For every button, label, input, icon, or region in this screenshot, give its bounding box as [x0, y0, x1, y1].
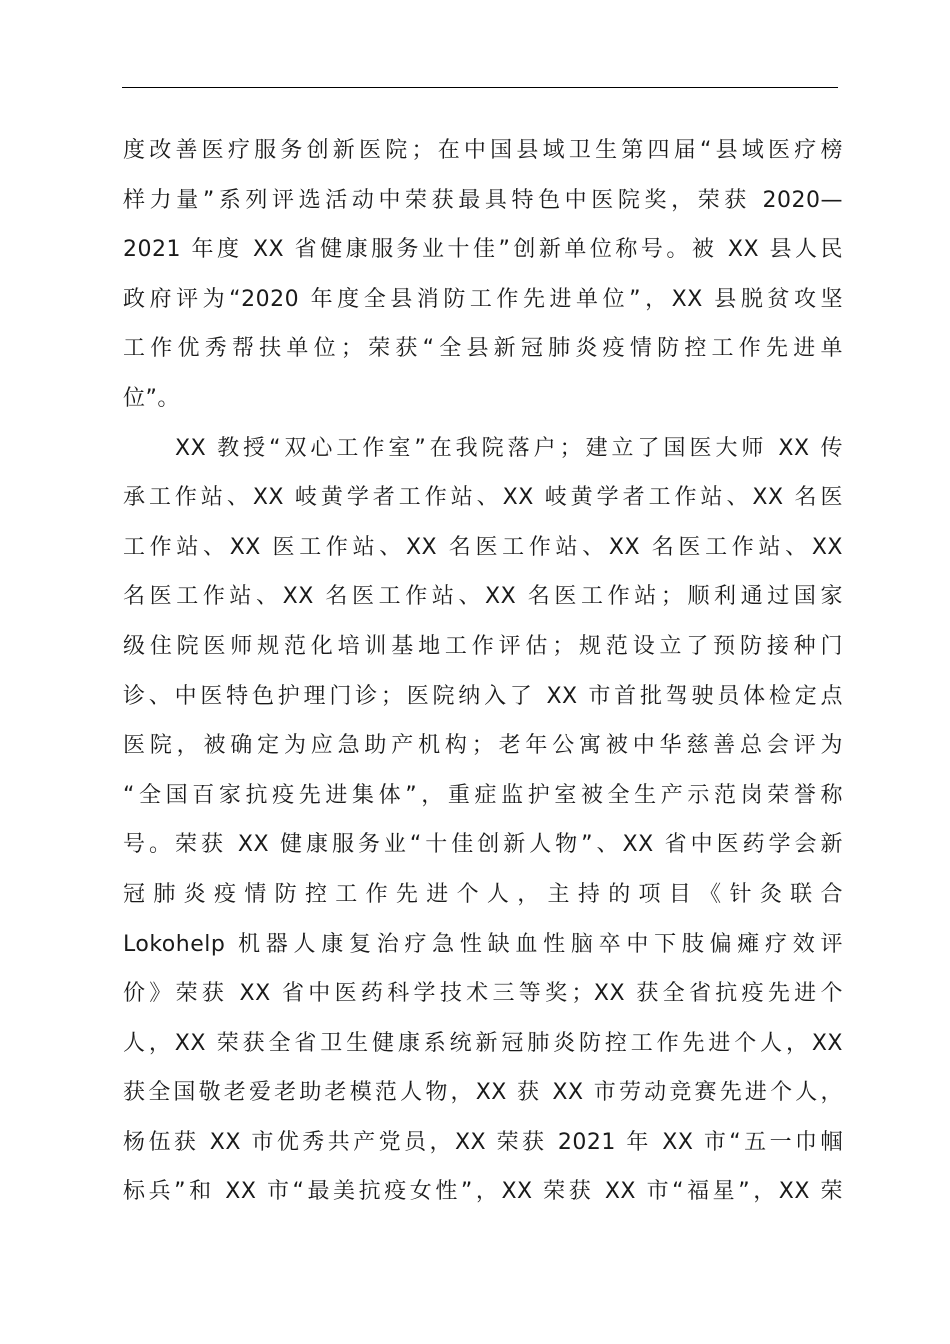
text-line: 标兵”和 XX 市“最美抗疫女性”，XX 荣获 XX 市“福星”，XX 荣 [123, 1179, 843, 1205]
text-line: 承工作站、XX 岐黄学者工作站、XX 岐黄学者工作站、XX 名医 [123, 485, 843, 511]
text-line: “全国百家抗疫先进集体”，重症监护室被全生产示范岗荣誉称 [123, 782, 843, 808]
text-line: 位”。 [123, 385, 180, 411]
text-line: 冠肺炎疫情防控工作先进个人，主持的项目《针灸联合 [123, 881, 843, 907]
text-line: Lokohelp 机器人康复治疗急性缺血性脑卒中下肢偏瘫疗效评 [123, 931, 843, 957]
text-line: 诊、中医特色护理门诊；医院纳入了 XX 市首批驾驶员体检定点 [123, 683, 843, 709]
text-line: 杨伍获 XX 市优秀共产党员，XX 荣获 2021 年 XX 市“五一巾帼 [123, 1129, 843, 1155]
text-line: 号。荣获 XX 健康服务业“十佳创新人物”、XX 省中医药学会新 [123, 832, 843, 858]
text-line: 样力量”系列评选活动中荣获最具特色中医院奖，荣获 2020— [123, 187, 843, 213]
paragraph-start-line: XX 教授“双心工作室”在我院落户；建立了国医大师 XX 传 [175, 435, 843, 461]
text-line: 级住院医师规范化培训基地工作评估；规范设立了预防接种门 [123, 633, 843, 659]
header-rule [122, 87, 838, 88]
text-line: 获全国敬老爱老助老模范人物，XX 获 XX 市劳动竞赛先进个人， [123, 1080, 843, 1106]
text-line: 政府评为“2020 年度全县消防工作先进单位”，XX 县脱贫攻坚 [123, 286, 843, 312]
body-text [123, 126, 843, 1217]
text-line: 价》荣获 XX 省中医药科学技术三等奖；XX 获全省抗疫先进个 [123, 981, 843, 1007]
text-line: 医院，被确定为应急助产机构；老年公寓被中华慈善总会评为 [123, 733, 843, 759]
text-line: 人，XX 荣获全省卫生健康系统新冠肺炎防控工作先进个人，XX [123, 1030, 843, 1056]
text-line: 工作优秀帮扶单位；荣获“全县新冠肺炎疫情防控工作先进单 [123, 336, 843, 362]
text-line: 2021 年度 XX 省健康服务业十佳”创新单位称号。被 XX 县人民 [123, 237, 843, 263]
text-line: 名医工作站、XX 名医工作站、XX 名医工作站；顺利通过国家 [123, 584, 843, 610]
text-line: 度改善医疗服务创新医院；在中国县域卫生第四届“县域医疗榜 [123, 138, 843, 163]
text-line: 工作站、XX 医工作站、XX 名医工作站、XX 名医工作站、XX [123, 534, 843, 560]
